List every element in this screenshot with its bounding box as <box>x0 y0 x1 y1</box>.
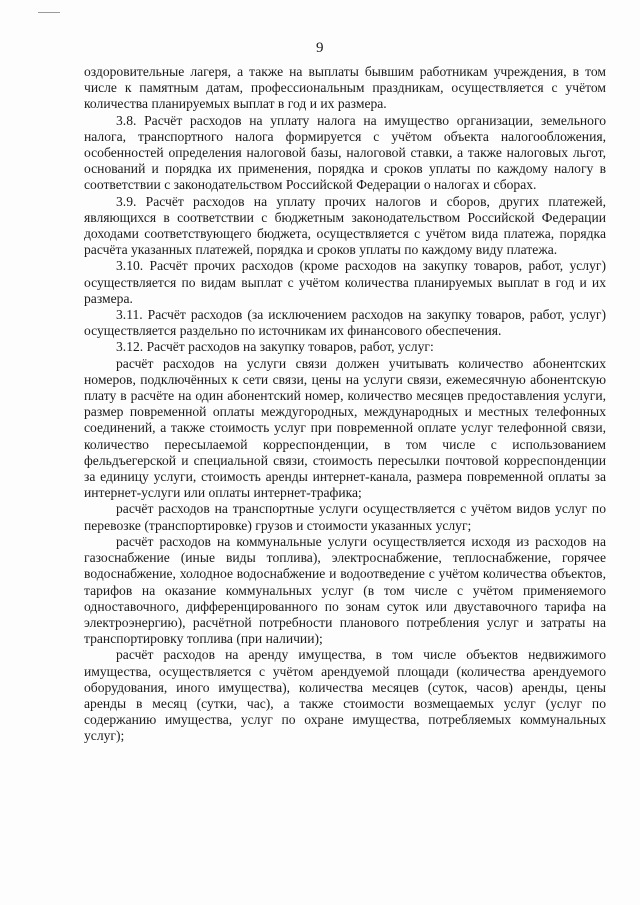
paragraph-3-9: 3.9. Расчёт расходов на уплату прочих налогов и сборов, других платежей, являющихся в соответствии с бюджетным законодательством Российской Федерации доходами соответствующего бюджета, осуществляется с учётом вида платежа, порядка расчёта указанных платежей, порядка и сроков уплаты по каждому виду платежа. <box>84 193 606 258</box>
paragraph-3-11: 3.11. Расчёт расходов (за исключением расходов на закупку товаров, работ, услуг) осуществляется раздельно по источникам их финансового обеспечения. <box>84 307 606 339</box>
scan-mark <box>38 12 60 13</box>
paragraph-3-12: 3.12. Расчёт расходов на закупку товаров, работ, услуг: <box>116 339 434 355</box>
paragraph-utilities: расчёт расходов на коммунальные услуги осуществляется исходя из расходов на газоснабжение (иные виды топлива), электроснабжение, теплоснабжение, горячее водоснабжение, холодное водоснабжение и водоотведение с учётом количества объектов, тарифов на оказание коммунальных услуг (в том числе с учётом применяемого одноставочного, дифференцированного по зонам суток или двуставочного тарифа на электроэнергию), расчётной потребности планового потребления услуг и затраты на транспортировку топлива (при наличии); <box>84 533 606 647</box>
paragraph-continuation: оздоровительные лагеря, а также на выплаты бывшим работникам учреждения, в том числе к памятным датам, профессиональным праздникам, осуществляется с учётом количества планируемых выплат в год и их размера. <box>84 64 606 112</box>
paragraph-communication: расчёт расходов на услуги связи должен учитывать количество абонентских номеров, подключённых к сети связи, цены на услуги связи, ежемесячную абонентскую плату в расчёте на один абонентский номер, количество месяцев предоставления услуги, размер повременной оплаты междугородных, международных и местных телефонных соединений, а также стоимость услуг при повременной оплате услуг телефонной связи, количество пересылаемой корреспонденции, в том числе с использованием фельдъегерской и специальной связи, стоимость пересылки почтовой корреспонденции за единицу услуги, стоимость аренды интернет-канала, размера повременной оплаты за интернет-услуги или оплаты интернет-трафика; <box>84 355 606 501</box>
paragraph-rent: расчёт расходов на аренду имущества, в том числе объектов недвижимого имущества, осуществляется с учётом арендуемой площади (количества арендуемого оборудования, иного имущества), количества месяцев (суток, часов) аренды, цены аренды в месяц (сутки, час), а также стоимости возмещаемых услуг (услуг по содержанию имущества, услуг по охране имущества, потребляемых коммунальных услуг); <box>84 647 606 744</box>
paragraph-3-10: 3.10. Расчёт прочих расходов (кроме расходов на закупку товаров, работ, услуг) осуществляется по видам выплат с учётом количества планируемых выплат в год и их размера. <box>84 258 606 306</box>
page-number: 9 <box>316 40 324 56</box>
paragraph-transport: расчёт расходов на транспортные услуги осуществляется с учётом видов услуг по перевозке (транспортировке) грузов и стоимости указанных услуг; <box>84 501 606 533</box>
paragraph-3-8: 3.8. Расчёт расходов на уплату налога на имущество организации, земельного налога, транспортного налога формируется с учётом объекта налогообложения, особенностей определения налоговой базы, налоговой ставки, а также налоговых льгот, оснований и порядка их применения, порядка и сроков уплаты по каждому налогу в соответствии с законодательством Российской Федерации о налогах и сборах. <box>84 112 606 193</box>
document-body <box>84 64 606 745</box>
